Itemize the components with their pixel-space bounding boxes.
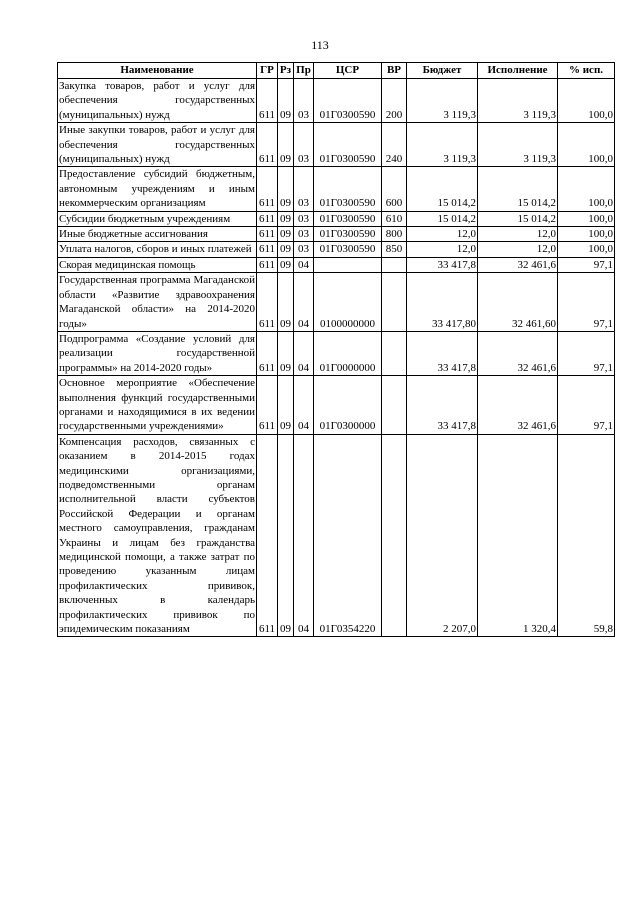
cell-name: Уплата налогов, сборов и иных платежей bbox=[58, 242, 257, 257]
cell-gr: 611 bbox=[257, 123, 278, 167]
cell-pct: 100,0 bbox=[558, 123, 615, 167]
cell-budget: 33 417,80 bbox=[407, 273, 478, 332]
cell-budget: 15 014,2 bbox=[407, 211, 478, 226]
cell-gr: 611 bbox=[257, 273, 278, 332]
cell-pct: 97,1 bbox=[558, 331, 615, 375]
cell-gr: 611 bbox=[257, 79, 278, 123]
cell-pr: 03 bbox=[294, 227, 314, 242]
cell-budget: 33 417,8 bbox=[407, 257, 478, 272]
table-row bbox=[58, 257, 615, 272]
cell-csr: 01Г0300590 bbox=[314, 79, 382, 123]
cell-vr: 240 bbox=[382, 123, 407, 167]
cell-vr: 610 bbox=[382, 211, 407, 226]
cell-budget: 15 014,2 bbox=[407, 167, 478, 211]
col-header-budget: Бюджет bbox=[407, 63, 478, 79]
cell-name: Подпрограмма «Создание условий для реализации государственной программы» на 2014-2020 годы» bbox=[59, 332, 255, 374]
cell-budget: 12,0 bbox=[407, 242, 478, 257]
cell-vr: 200 bbox=[382, 79, 407, 123]
cell-pr: 03 bbox=[294, 242, 314, 257]
cell-pct: 59,8 bbox=[558, 434, 615, 637]
col-header-pct: % исп. bbox=[558, 63, 615, 79]
cell-gr: 611 bbox=[257, 211, 278, 226]
cell-csr: 0100000000 bbox=[314, 273, 382, 332]
cell-pr: 04 bbox=[294, 273, 314, 332]
cell-vr bbox=[382, 434, 407, 637]
cell-pct: 100,0 bbox=[558, 227, 615, 242]
cell-execution: 32 461,60 bbox=[478, 273, 558, 332]
cell-name: Предоставление субсидий бюджетным, автономным учреждениям и иным некоммерческим организациям bbox=[59, 168, 255, 210]
cell-vr bbox=[382, 376, 407, 435]
cell-budget: 2 207,0 bbox=[407, 434, 478, 637]
cell-vr bbox=[382, 331, 407, 375]
col-header-csr: ЦСР bbox=[314, 63, 382, 79]
cell-execution: 12,0 bbox=[478, 242, 558, 257]
table-row bbox=[58, 331, 615, 375]
cell-rz: 09 bbox=[278, 257, 294, 272]
cell-pct: 97,1 bbox=[558, 257, 615, 272]
cell-gr: 611 bbox=[257, 434, 278, 637]
cell-gr: 611 bbox=[257, 257, 278, 272]
table-row bbox=[58, 79, 615, 123]
cell-execution: 15 014,2 bbox=[478, 211, 558, 226]
cell-vr bbox=[382, 257, 407, 272]
col-header-name: Наименование bbox=[58, 63, 257, 79]
cell-name: Субсидии бюджетным учреждениям bbox=[58, 211, 257, 226]
cell-pct: 100,0 bbox=[558, 211, 615, 226]
page-number: 113 bbox=[311, 38, 329, 52]
cell-vr: 600 bbox=[382, 167, 407, 211]
cell-name: Основное мероприятие «Обеспечение выполнения функций государственными органами и находящимися в их ведении государственными учреждениями» bbox=[59, 377, 255, 433]
col-header-execution: Исполнение bbox=[478, 63, 558, 79]
cell-budget: 3 119,3 bbox=[407, 79, 478, 123]
cell-csr bbox=[314, 257, 382, 272]
cell-budget: 3 119,3 bbox=[407, 123, 478, 167]
cell-pr: 04 bbox=[294, 331, 314, 375]
cell-execution: 1 320,4 bbox=[478, 434, 558, 637]
table-row bbox=[58, 376, 615, 435]
cell-csr: 01Г0300590 bbox=[314, 211, 382, 226]
cell-pct: 100,0 bbox=[558, 167, 615, 211]
cell-rz: 09 bbox=[278, 167, 294, 211]
cell-name: Компенсация расходов, связанных с оказанием в 2014-2015 годах медицинскими организациями, подведомственными органам исполнительной власти субъектов Российской Федерации и органам местного самоуправления, гражданам Украины и лицам без гражданства медицинской помощи, а также затрат по проведению указанным лицам профилактических прививок, включенных в календарь профилактических прививок по эпидемическим показаниям bbox=[59, 435, 255, 636]
cell-execution: 15 014,2 bbox=[478, 167, 558, 211]
cell-budget: 33 417,8 bbox=[407, 376, 478, 435]
cell-csr: 01Г0000000 bbox=[314, 331, 382, 375]
cell-pr: 03 bbox=[294, 123, 314, 167]
cell-pct: 97,1 bbox=[558, 376, 615, 435]
cell-name: Иные бюджетные ассигнования bbox=[58, 227, 257, 242]
table-row bbox=[58, 227, 615, 242]
cell-rz: 09 bbox=[278, 242, 294, 257]
budget-table bbox=[57, 62, 615, 637]
cell-vr: 800 bbox=[382, 227, 407, 242]
cell-pr: 04 bbox=[294, 434, 314, 637]
cell-gr: 611 bbox=[257, 376, 278, 435]
header-row bbox=[58, 63, 615, 79]
cell-execution: 3 119,3 bbox=[478, 79, 558, 123]
cell-pct: 97,1 bbox=[558, 273, 615, 332]
cell-csr: 01Г0300590 bbox=[314, 167, 382, 211]
cell-vr: 850 bbox=[382, 242, 407, 257]
cell-name: Государственная программа Магаданской области «Развитие здравоохранения Магаданской области» на 2014-2020 годы» bbox=[59, 274, 255, 330]
cell-pr: 03 bbox=[294, 211, 314, 226]
cell-pr: 03 bbox=[294, 167, 314, 211]
col-header-vr: ВР bbox=[382, 63, 407, 79]
table-row bbox=[58, 211, 615, 226]
table-row bbox=[58, 242, 615, 257]
cell-execution: 32 461,6 bbox=[478, 257, 558, 272]
col-header-rz: Рз bbox=[278, 63, 294, 79]
table-row bbox=[58, 273, 615, 332]
cell-pr: 04 bbox=[294, 376, 314, 435]
cell-csr: 01Г0354220 bbox=[314, 434, 382, 637]
cell-rz: 09 bbox=[278, 123, 294, 167]
table-row bbox=[58, 434, 615, 637]
cell-vr bbox=[382, 273, 407, 332]
cell-pr: 03 bbox=[294, 79, 314, 123]
cell-name: Скорая медицинская помощь bbox=[58, 257, 257, 272]
cell-budget: 33 417,8 bbox=[407, 331, 478, 375]
cell-csr: 01Г0300590 bbox=[314, 123, 382, 167]
cell-name: Закупка товаров, работ и услуг для обеспечения государственных (муниципальных) нужд bbox=[59, 80, 255, 121]
cell-execution: 32 461,6 bbox=[478, 331, 558, 375]
col-header-gr: ГР bbox=[257, 63, 278, 79]
cell-rz: 09 bbox=[278, 227, 294, 242]
cell-pr: 04 bbox=[294, 257, 314, 272]
cell-gr: 611 bbox=[257, 227, 278, 242]
cell-execution: 32 461,6 bbox=[478, 376, 558, 435]
cell-name: Иные закупки товаров, работ и услуг для обеспечения государственных (муниципальных) нужд bbox=[59, 124, 255, 166]
cell-csr: 01Г0300000 bbox=[314, 376, 382, 435]
cell-csr: 01Г0300590 bbox=[314, 227, 382, 242]
cell-execution: 12,0 bbox=[478, 227, 558, 242]
cell-rz: 09 bbox=[278, 273, 294, 332]
cell-pct: 100,0 bbox=[558, 242, 615, 257]
table-row bbox=[58, 167, 615, 211]
cell-gr: 611 bbox=[257, 331, 278, 375]
cell-gr: 611 bbox=[257, 167, 278, 211]
cell-rz: 09 bbox=[278, 79, 294, 123]
cell-rz: 09 bbox=[278, 376, 294, 435]
cell-budget: 12,0 bbox=[407, 227, 478, 242]
table-row bbox=[58, 123, 615, 167]
col-header-pr: Пр bbox=[294, 63, 314, 79]
cell-pct: 100,0 bbox=[558, 79, 615, 123]
cell-rz: 09 bbox=[278, 331, 294, 375]
cell-rz: 09 bbox=[278, 434, 294, 637]
cell-rz: 09 bbox=[278, 211, 294, 226]
cell-csr: 01Г0300590 bbox=[314, 242, 382, 257]
cell-execution: 3 119,3 bbox=[478, 123, 558, 167]
cell-gr: 611 bbox=[257, 242, 278, 257]
